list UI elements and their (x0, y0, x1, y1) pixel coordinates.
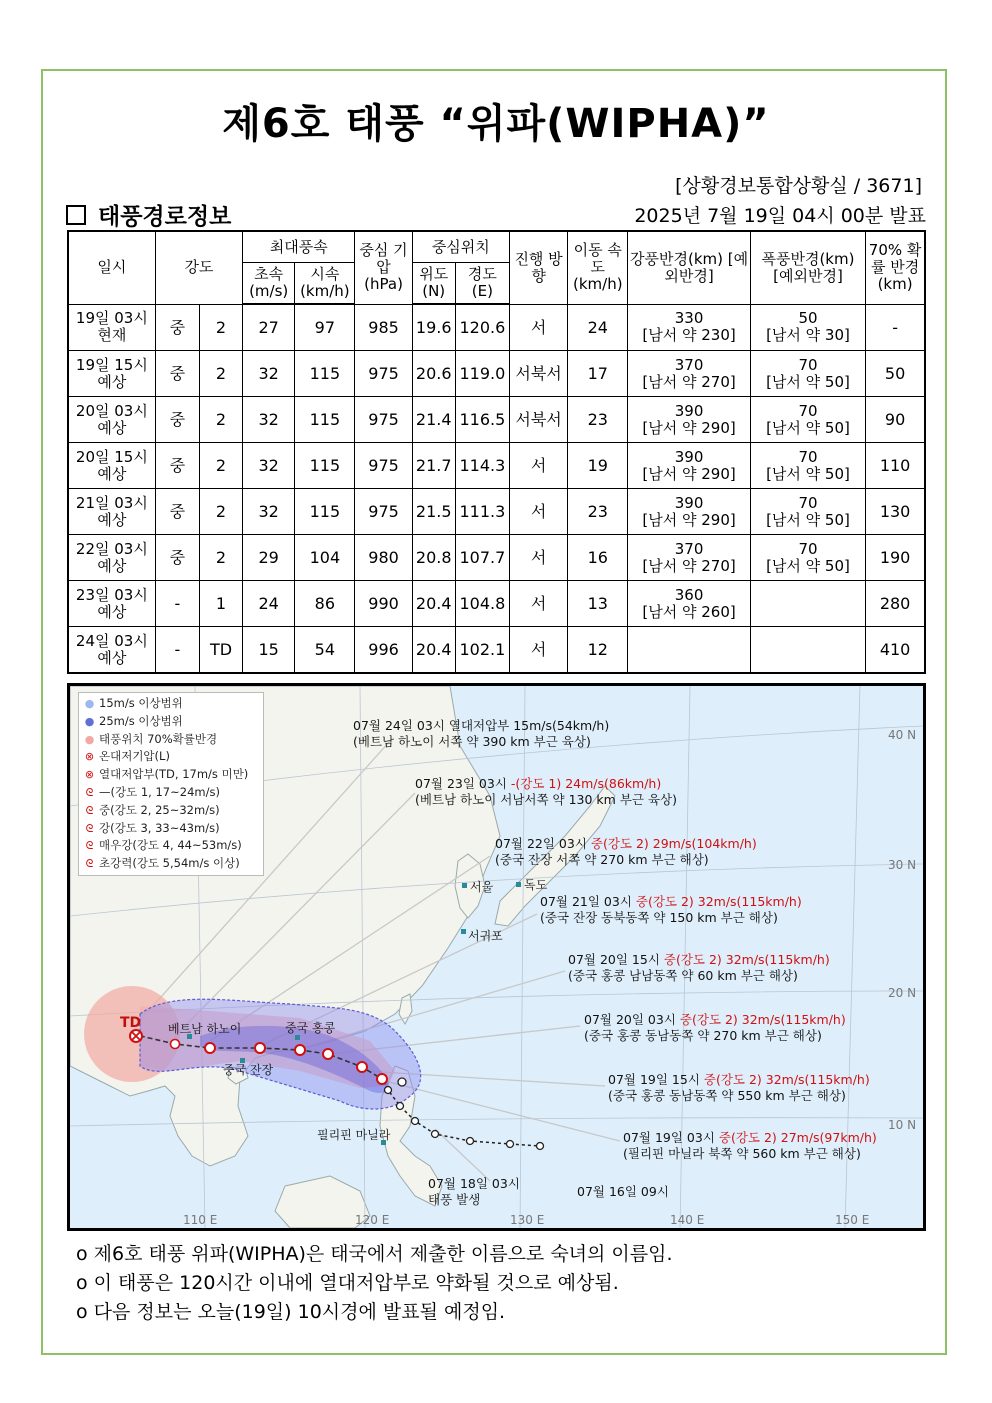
storm-cell-main: 50 (798, 309, 818, 328)
wind-kmh-cell: 115 (295, 443, 355, 489)
lon-label: 120 E (355, 1213, 390, 1227)
legend-label: 25m/s 이상범위 (99, 713, 183, 728)
section-title: 태풍경로정보 (98, 204, 232, 230)
direction-cell: 서 (509, 581, 567, 627)
date-cell-sub: 현재 (97, 326, 127, 345)
issued-time: 2025년 7월 19일 04시 00분 발표 (634, 205, 926, 227)
direction-cell: 서 (509, 304, 567, 351)
lon-label: 130 E (510, 1213, 545, 1227)
wind-kmh-cell: 104 (295, 535, 355, 581)
wind-ms-cell: 24 (243, 581, 295, 627)
prob-cell: 90 (866, 397, 925, 443)
lat-label: 40 N (888, 728, 917, 742)
legend-label: 매우강(강도 4, 44~53m/s) (99, 838, 242, 853)
date-cell-sub: 예상 (97, 510, 127, 529)
date-cell-main: 20일 03시 (75, 401, 148, 420)
speed-cell: 23 (568, 397, 628, 443)
legend-item (83, 731, 259, 749)
direction-cell: 서 (509, 443, 567, 489)
wind-kmh-cell: 115 (295, 397, 355, 443)
date-cell (68, 443, 155, 489)
speed-cell: 24 (568, 304, 628, 351)
dark-blue-circle-icon: ● (84, 714, 95, 728)
legend-label: 초강력(강도 5,54m/s 이상) (99, 856, 240, 871)
lat-label: 30 N (888, 858, 917, 872)
header-wind-kmh: 시속 (km/h) (295, 263, 355, 305)
pressure-cell: 975 (355, 443, 412, 489)
class-cell: 중 (155, 489, 199, 535)
gale-cell-main: 370 (674, 355, 704, 374)
td-label: TD (120, 1015, 142, 1031)
storm-cell-main: 70 (798, 493, 818, 512)
track-annotation (623, 1130, 877, 1162)
level-cell: 2 (199, 351, 242, 397)
prob-cell: 50 (866, 351, 925, 397)
speed-cell: 16 (568, 535, 628, 581)
lat-cell: 20.4 (412, 627, 455, 674)
header-storm-radius: 폭풍반경(km) [예외반경] (750, 231, 865, 304)
gale-cell (628, 535, 750, 581)
class-cell: 중 (155, 351, 199, 397)
legend-item (83, 820, 259, 838)
annotation-location: (필리핀 마닐라 북쪽 약 560 km 부근 해상) (623, 1146, 861, 1161)
place-dokdo: 독도 (524, 878, 548, 892)
place-hanoi: 베트남 하노이 (168, 1022, 242, 1036)
track-annotation (568, 952, 830, 984)
office-label: [상황경보통합상황실 / 3671] (675, 175, 922, 197)
level-cell: 2 (199, 535, 242, 581)
prob-cell: 410 (866, 627, 925, 674)
legend-label: 열대저압부(TD, 17m/s 미만) (99, 767, 249, 782)
wind-kmh-cell: 115 (295, 351, 355, 397)
speed-cell: 12 (568, 627, 628, 674)
storm-cell-sub: [남서 약 30] (766, 326, 850, 345)
speed-cell: 23 (568, 489, 628, 535)
gale-cell-sub: [남서 약 270] (642, 556, 736, 575)
typhoon-track-map (67, 683, 926, 1231)
date-cell (68, 535, 155, 581)
track-annotation (353, 718, 609, 750)
legend-label: 태풍위치 70%확률반경 (99, 731, 218, 746)
class-cell: - (155, 581, 199, 627)
table-row (68, 443, 925, 489)
storm-cell-sub: [남서 약 50] (766, 372, 850, 391)
annotation-location: (중국 홍콩 남남동쪽 약 60 km 부근 해상) (568, 968, 798, 983)
legend-item (83, 802, 259, 820)
legend-item (83, 695, 259, 713)
header-gale-radius: 강풍반경(km) [예외반경] (628, 231, 750, 304)
wind-ms-cell: 32 (243, 489, 295, 535)
annotation-intensity: 중(강도 2) 32m/s(115km/h) (663, 952, 830, 967)
gale-cell (628, 627, 750, 674)
gale-cell (628, 351, 750, 397)
table-row (68, 351, 925, 397)
lon-cell: 111.3 (455, 489, 509, 535)
storm-cell (750, 351, 865, 397)
date-cell (68, 397, 155, 443)
gale-cell (628, 397, 750, 443)
storm-cell (750, 627, 865, 674)
gale-cell (628, 489, 750, 535)
typhoon-track-table (67, 230, 926, 674)
date-cell-main: 21일 03시 (75, 493, 148, 512)
prob-cell: 110 (866, 443, 925, 489)
genesis-label: 07월 18일 03시 태풍 발생 (428, 1176, 520, 1207)
note-line: o 제6호 태풍 위파(WIPHA)은 태국에서 제출한 이름으로 숙녀의 이름임. (76, 1243, 673, 1265)
pressure-cell: 985 (355, 304, 412, 351)
notes (76, 1240, 673, 1327)
speed-cell: 17 (568, 351, 628, 397)
storm-cell-sub: [남서 약 50] (766, 418, 850, 437)
date-cell-main: 22일 03시 (75, 539, 148, 558)
place-manila: 필리핀 마닐라 (317, 1128, 391, 1142)
header-max-wind: 최대풍속 (243, 231, 355, 263)
lat-cell: 20.6 (412, 351, 455, 397)
date-cell-sub: 예상 (97, 418, 127, 437)
storm-cell-sub: [남서 약 50] (766, 556, 850, 575)
gale-cell-main: 390 (674, 493, 704, 512)
storm-cell (750, 489, 865, 535)
legend-item (83, 784, 259, 802)
header-speed: 이동 속도 (km/h) (568, 231, 628, 304)
annotation-intensity: 중(강도 2) 29m/s(104km/h) (590, 836, 757, 851)
annotation-location: (중국 홍콩 동남동쪽 약 270 km 부근 해상) (584, 1028, 822, 1043)
annotation-time: 07월 19일 15시 (608, 1072, 704, 1087)
track-annotation (540, 894, 802, 926)
annotation-time: 07월 20일 03시 (584, 1012, 680, 1027)
annotation-time: 07월 23일 03시 (415, 776, 511, 791)
storm-cell-main: 70 (798, 401, 818, 420)
annotation-location: (중국 홍콩 동남동쪽 약 550 km 부근 해상) (608, 1088, 846, 1103)
wind-kmh-cell: 86 (295, 581, 355, 627)
annotation-time: 07월 21일 03시 (540, 894, 636, 909)
wind-ms-cell: 32 (243, 397, 295, 443)
annotation-intensity: 중(강도 2) 32m/s(115km/h) (703, 1072, 870, 1087)
lon-cell: 120.6 (455, 304, 509, 351)
gale-cell-sub: [남서 약 290] (642, 510, 736, 529)
pressure-cell: 975 (355, 489, 412, 535)
gale-cell-main: 360 (674, 585, 704, 604)
direction-cell: 서북서 (509, 397, 567, 443)
level-cell: 2 (199, 397, 242, 443)
wind-ms-cell: 32 (243, 351, 295, 397)
legend-label: 중(강도 2, 25~32m/s) (99, 802, 220, 817)
checkbox-icon (66, 205, 86, 225)
level-cell: 2 (199, 489, 242, 535)
track-annotation (495, 836, 757, 868)
typhoon-super-icon: ᘓ (85, 857, 94, 871)
table-row (68, 535, 925, 581)
date-cell (68, 351, 155, 397)
date-cell-sub: 예상 (97, 602, 127, 621)
level-cell: 2 (199, 443, 242, 489)
gale-cell (628, 304, 750, 351)
table-row (68, 489, 925, 535)
storm-cell-sub: [남서 약 50] (766, 464, 850, 483)
section-header (66, 198, 231, 231)
header-intensity: 강도 (155, 231, 242, 304)
wind-ms-cell: 27 (243, 304, 295, 351)
gale-cell-main: 330 (674, 309, 704, 328)
annotation-time: 07월 22일 03시 (495, 836, 591, 851)
typhoon-verystrong-icon: ᘓ (85, 839, 94, 853)
lon-cell: 104.8 (455, 581, 509, 627)
speed-cell: 19 (568, 443, 628, 489)
lat-cell: 21.5 (412, 489, 455, 535)
date-cell-main: 23일 03시 (75, 585, 148, 604)
annotation-time: 07월 20일 15시 (568, 952, 664, 967)
gale-cell-sub: [남서 약 260] (642, 602, 736, 621)
prob-cell: 130 (866, 489, 925, 535)
gale-cell-sub: [남서 약 270] (642, 372, 736, 391)
legend-item (83, 855, 259, 873)
place-hongkong: 중국 홍콩 (285, 1021, 336, 1035)
lon-label: 140 E (670, 1213, 705, 1227)
date-cell (68, 627, 155, 674)
place-seoul: 서울 (470, 880, 494, 894)
storm-cell (750, 535, 865, 581)
legend-item (83, 837, 259, 855)
annotation-intensity: 중(강도 2) 32m/s(115km/h) (635, 894, 802, 909)
header-lon: 경도 (E) (455, 263, 509, 305)
prob-cell: 280 (866, 581, 925, 627)
pressure-cell: 990 (355, 581, 412, 627)
gale-cell-sub: [남서 약 290] (642, 418, 736, 437)
lon-cell: 119.0 (455, 351, 509, 397)
legend-item (83, 766, 259, 784)
lon-cell: 116.5 (455, 397, 509, 443)
extratropical-icon: ⊗ (84, 750, 95, 764)
annotation-location: (베트남 하노이 서남서쪽 약 130 km 부근 육상) (415, 792, 677, 807)
wind-ms-cell: 15 (243, 627, 295, 674)
lat-label: 10 N (888, 1118, 917, 1132)
blue-circle-icon: ● (84, 697, 95, 710)
lat-cell: 20.8 (412, 535, 455, 581)
td-icon: ⊗ (84, 768, 95, 782)
wind-kmh-cell: 54 (295, 627, 355, 674)
class-cell: 중 (155, 304, 199, 351)
header-direction: 진행 방향 (509, 231, 567, 304)
note-line: o 이 태풍은 120시간 이내에 열대저압부로 약화될 것으로 예상됨. (76, 1272, 619, 1294)
place-seogwipo: 서귀포 (468, 929, 503, 943)
pressure-cell: 975 (355, 397, 412, 443)
header-pressure: 중심 기압 (hPa) (355, 231, 412, 304)
gale-cell-main: 370 (674, 539, 704, 558)
note-line: o 다음 정보는 오늘(19일) 10시경에 발표될 예정임. (76, 1301, 506, 1323)
direction-cell: 서 (509, 535, 567, 581)
date-cell-main: 19일 15시 (75, 355, 148, 374)
lon-label: 150 E (835, 1213, 870, 1227)
class-cell: 중 (155, 535, 199, 581)
table-row (68, 397, 925, 443)
prob-cell: 190 (866, 535, 925, 581)
legend-label: 15m/s 이상범위 (99, 696, 183, 710)
date-cell (68, 489, 155, 535)
annotation-location: (중국 잔장 서쪽 약 270 km 부근 해상) (495, 852, 709, 867)
date-cell-sub: 예상 (97, 372, 127, 391)
place-zhanjiang: 중국 잔장 (223, 1063, 274, 1077)
class-cell: 중 (155, 443, 199, 489)
gale-cell-sub: [남서 약 230] (642, 326, 736, 345)
annotation-location: (중국 잔장 동북동쪽 약 150 km 부근 해상) (540, 910, 778, 925)
legend-label: 온대저기압(L) (99, 749, 170, 764)
storm-cell-main: 70 (798, 447, 818, 466)
pressure-cell: 975 (355, 351, 412, 397)
lon-cell: 107.7 (455, 535, 509, 581)
direction-cell: 서 (509, 627, 567, 674)
lat-cell: 19.6 (412, 304, 455, 351)
lat-cell: 20.4 (412, 581, 455, 627)
wind-ms-cell: 29 (243, 535, 295, 581)
storm-cell (750, 581, 865, 627)
typhoon-medium-icon: ᘓ (85, 803, 94, 817)
storm-cell-main: 70 (798, 539, 818, 558)
level-cell: TD (199, 627, 242, 674)
date-cell (68, 304, 155, 351)
speed-cell: 13 (568, 581, 628, 627)
header-prob-radius: 70% 확률 반경 (km) (866, 231, 925, 304)
track-annotation (584, 1012, 846, 1044)
annotation-time: 07월 19일 03시 (623, 1130, 719, 1145)
table-row (68, 581, 925, 627)
track-annotation (415, 776, 677, 808)
wind-kmh-cell: 115 (295, 489, 355, 535)
storm-cell-main: 70 (798, 355, 818, 374)
gale-cell (628, 443, 750, 489)
legend-item (83, 748, 259, 766)
level-cell: 1 (199, 581, 242, 627)
direction-cell: 서 (509, 489, 567, 535)
date-cell-sub: 예상 (97, 464, 127, 483)
annotation-time: 07월 24일 03시 열대저압부 15m/s(54km/h) (353, 718, 610, 733)
lat-cell: 21.4 (412, 397, 455, 443)
map-legend (78, 692, 264, 876)
date-cell-main: 24일 03시 (75, 631, 148, 650)
storm-cell (750, 304, 865, 351)
table-row (68, 304, 925, 351)
direction-cell: 서북서 (509, 351, 567, 397)
class-cell: 중 (155, 397, 199, 443)
date-cell-main: 20일 15시 (75, 447, 148, 466)
pressure-cell: 980 (355, 535, 412, 581)
date-cell-sub: 예상 (97, 556, 127, 575)
date-cell-main: 19일 03시 (75, 309, 148, 328)
header-center: 중심위치 (412, 231, 509, 263)
gale-cell (628, 581, 750, 627)
annotation-location: (베트남 하노이 서쪽 약 390 km 부근 육상) (353, 734, 591, 749)
storm-cell (750, 443, 865, 489)
lon-cell: 102.1 (455, 627, 509, 674)
legend-label: —(강도 1, 17~24m/s) (99, 784, 220, 799)
track-annotation (608, 1072, 870, 1104)
lon-cell: 114.3 (455, 443, 509, 489)
wind-ms-cell: 32 (243, 443, 295, 489)
date-cell-sub: 예상 (97, 648, 127, 667)
wind-kmh-cell: 97 (295, 304, 355, 351)
storm-cell (750, 397, 865, 443)
class-cell: - (155, 627, 199, 674)
storm-cell-sub: [남서 약 50] (766, 510, 850, 529)
pink-circle-icon: ● (84, 732, 95, 746)
gale-cell-sub: [남서 약 290] (642, 464, 736, 483)
annotation-intensity: 중(강도 2) 27m/s(97km/h) (718, 1130, 877, 1145)
header-datetime: 일시 (68, 231, 155, 304)
page-title: 제6호 태풍 “위파(WIPHA)” (222, 101, 770, 147)
lon-label: 110 E (183, 1213, 218, 1227)
lat-cell: 21.7 (412, 443, 455, 489)
typhoon-weak-icon: ᘓ (85, 785, 94, 799)
prob-cell: - (866, 304, 925, 351)
header-lat: 위도 (N) (412, 263, 455, 305)
legend-item (83, 713, 259, 731)
pressure-cell: 996 (355, 627, 412, 674)
annotation-intensity: 중(강도 2) 32m/s(115km/h) (679, 1012, 846, 1027)
gale-cell-main: 390 (674, 401, 704, 420)
gale-cell-main: 390 (674, 447, 704, 466)
lat-label: 20 N (888, 986, 917, 1000)
start-label: 07월 16일 09시 (577, 1184, 669, 1199)
typhoon-strong-icon: ᘓ (85, 821, 94, 835)
table-row (68, 627, 925, 674)
legend-label: 강(강도 3, 33~43m/s) (99, 820, 220, 835)
header-wind-ms: 초속 (m/s) (243, 263, 295, 305)
date-cell (68, 581, 155, 627)
level-cell: 2 (199, 304, 242, 351)
annotation-intensity: -(강도 1) 24m/s(86km/h) (510, 776, 662, 791)
